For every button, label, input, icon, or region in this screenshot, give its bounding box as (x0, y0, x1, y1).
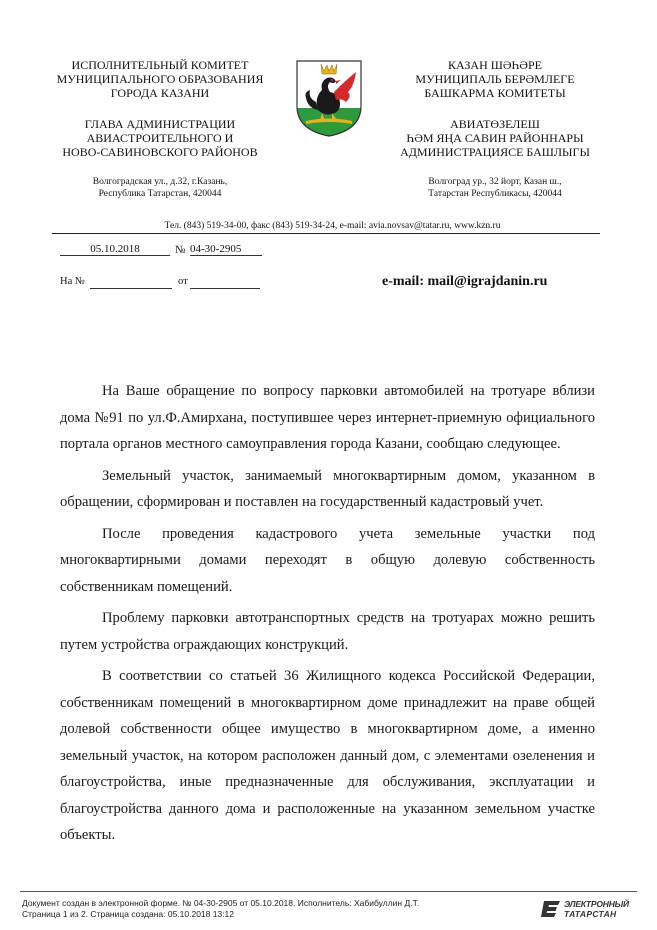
ref-date-blank (190, 288, 260, 289)
left-org-line: ИСПОЛНИТЕЛЬНЫЙ КОМИТЕТ (71, 58, 249, 72)
left-address-block (55, 176, 265, 200)
logo-text-bottom: ТАТАРСТАН (564, 909, 617, 919)
left-address-line: Волгоградская ул., д.32, г.Казань, (92, 177, 228, 187)
header-divider (52, 233, 600, 234)
left-dept-block (40, 117, 280, 159)
ref-number-blank (90, 288, 172, 289)
right-address-line: Татарстан Республикасы, 420044 (428, 189, 562, 199)
coat-of-arms-icon (294, 58, 364, 138)
body-paragraph: После проведения кадастрового учета земельные участки под многоквартирными домами переходят в общую долевую собственность собственникам помещений. (60, 525, 595, 595)
left-org-line: МУНИЦИПАЛЬНОГО ОБРАЗОВАНИЯ (56, 72, 264, 86)
logo-mark-icon (540, 898, 562, 920)
logo-text-top: ЭЛЕКТРОННЫЙ (564, 899, 629, 909)
doc-number-label: № (175, 244, 186, 256)
body-paragraph: Проблему парковки автотранспортных средств на тротуарах можно решить путем устройства ограждающих конструкций. (60, 610, 595, 653)
doc-date-field (60, 243, 170, 256)
left-dept-line: ГЛАВА АДМИНИСТРАЦИИ (84, 117, 236, 131)
footer-divider (20, 891, 637, 892)
right-org-line: БАШКАРМА КОМИТЕТЫ (424, 86, 566, 100)
footer-line: Документ создан в электронной форме. № 04-30-2905 от 05.10.2018. Исполнитель: Хабибуллин Д.Т. (22, 898, 420, 908)
doc-number: 04-30-2905 (190, 243, 242, 255)
body-paragraph: На Ваше обращение по вопросу парковки автомобилей на тротуаре вблизи дома №91 по ул.Ф.Амирхана, поступившее через интернет-приемную официального портала органов местного самоуправления города Казани, сообщаю следующее. (60, 383, 595, 452)
left-address-line: Республика Татарстан, 420044 (98, 189, 222, 199)
footer-line: Страница 1 из 2. Страница создана: 05.10.2018 13:12 (22, 909, 235, 919)
doc-date: 05.10.2018 (90, 243, 140, 255)
ref-label: На № (60, 276, 85, 287)
right-org-block (380, 58, 610, 100)
right-address-block (390, 176, 600, 200)
right-address-line: Волгоград ур., 32 йорт, Казан ш., (428, 177, 562, 187)
left-org-line: ГОРОДА КАЗАНИ (110, 86, 210, 100)
coat-of-arms-svg (294, 58, 364, 138)
doc-number-field (190, 243, 262, 256)
footer-info (22, 898, 492, 920)
right-org-line: КАЗАН ШӘҺӘРЕ (448, 58, 542, 72)
right-dept-line: ҺӘМ ЯҢА САВИН РАЙОННАРЫ (406, 131, 584, 145)
body-paragraph: В соответствии со статьей 36 Жилищного кодекса Российской Федерации, собственникам помещений в многоквартирном доме принадлежит на праве общей долевой собственности общее имущество в многоквартирном доме, а именно земельный участок, на котором расположен данный дом, с элементами озеленения и благоустройства, иные предназначенные для обслуживания, эксплуатации и благоустройства данного дома и расположенные на указанном земельном участке объекты. (60, 668, 595, 843)
left-org-block (40, 58, 280, 100)
recipient-email: e-mail: mail@igrajdanin.ru (382, 274, 548, 289)
right-dept-block (380, 117, 610, 159)
ref-from-label: от (178, 276, 188, 287)
body-paragraph: Земельный участок, занимаемый многоквартирным домом, указанном в обращении, сформирован и поставлен на государственный кадастровый учет. (60, 467, 595, 510)
right-dept-line: АВИАТӨЗЕЛЕШ (450, 117, 540, 131)
contacts-line: Тел. (843) 519-34-00, факс (843) 519-34-24, e-mail: avia.novsav@tatar.ru, www.kzn.ru (164, 221, 501, 231)
electronic-tatarstan-logo (540, 897, 640, 921)
left-dept-line: АВИАСТРОИТЕЛЬНОГО И (86, 131, 234, 145)
left-dept-line: НОВО-САВИНОВСКОГО РАЙОНОВ (62, 145, 258, 159)
right-dept-line: АДМИНИСТРАЦИЯСЕ БАШЛЫГЫ (400, 145, 590, 159)
letter-body (60, 378, 595, 849)
right-org-line: МУНИЦИПАЛЬ БЕРӘМЛЕГЕ (415, 72, 575, 86)
